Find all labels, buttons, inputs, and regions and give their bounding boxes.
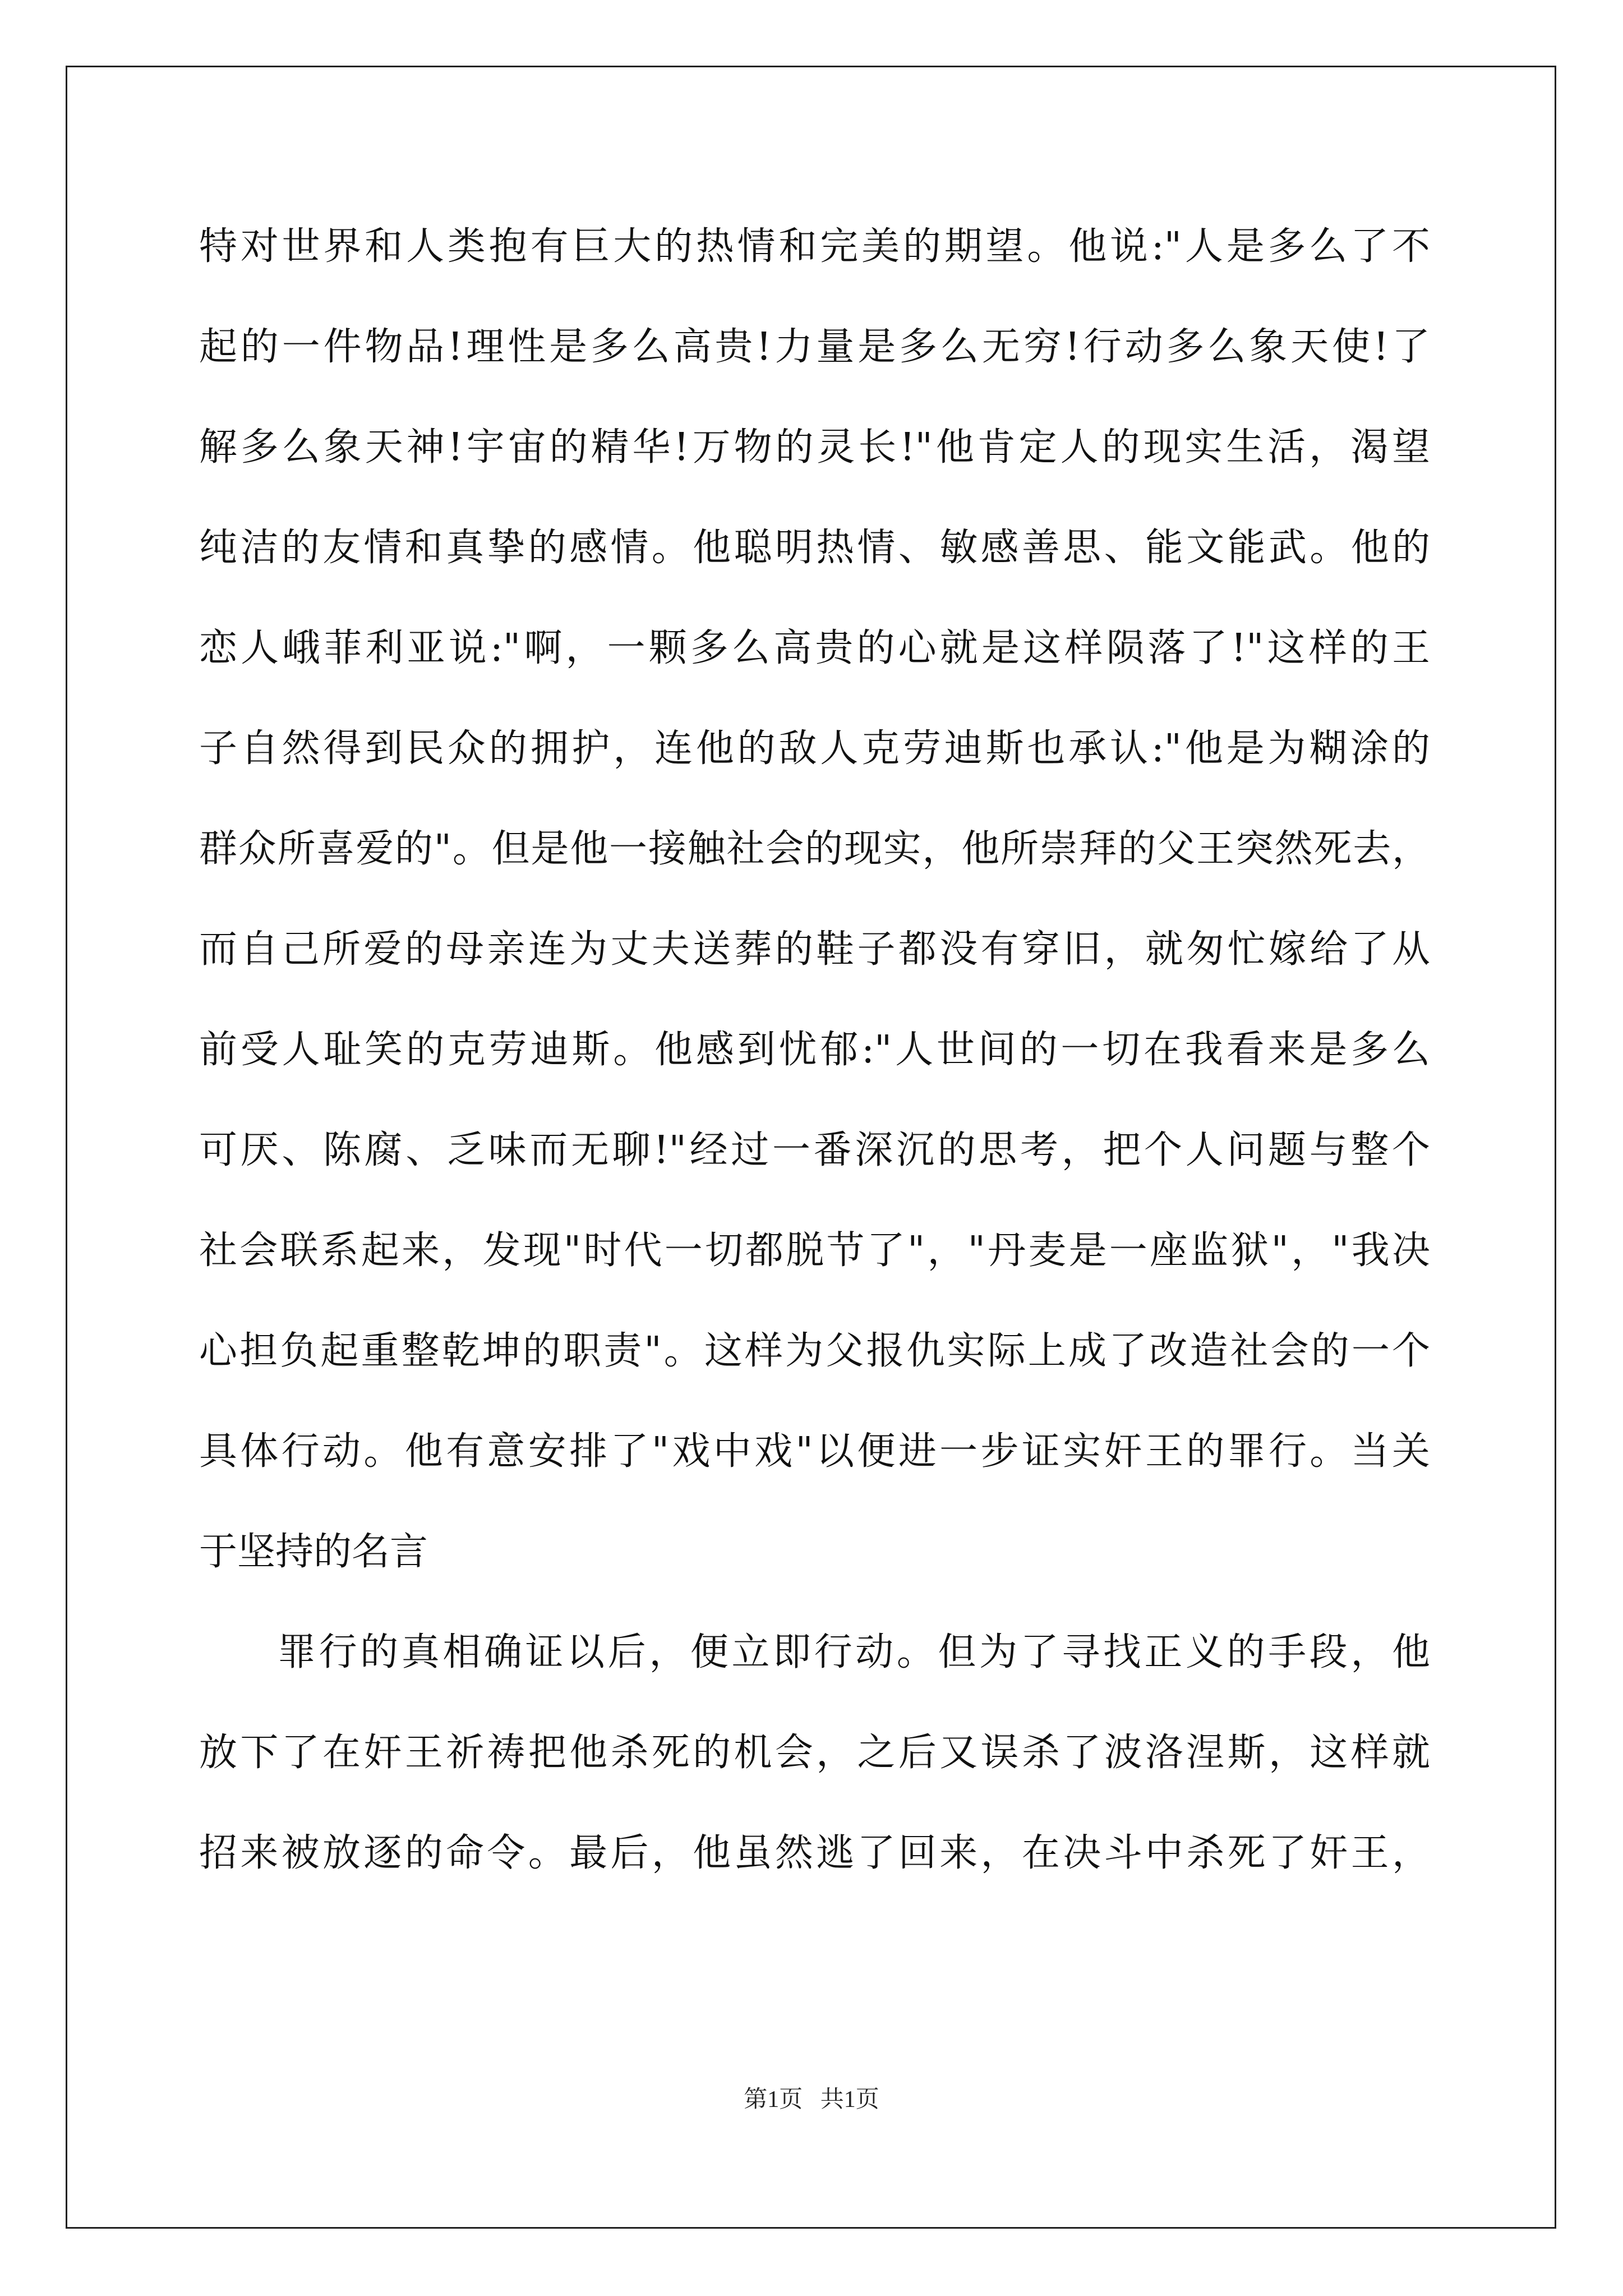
text-line: 子自然得到民众的拥护，连他的敌人克劳迪斯也承认:"他是为糊涂的 xyxy=(199,726,1430,771)
text-line: 而自己所爱的母亲连为丈夫送葬的鞋子都没有穿旧，就匆忙嫁给了从 xyxy=(199,927,1430,972)
text-line: 具体行动。他有意安排了"戏中戏"以便进一步证实奸王的罪行。当关 xyxy=(199,1429,1430,1474)
page-footer: 第1页 共1页 xyxy=(744,2087,879,2113)
text-line: 恋人峨菲利亚说:"啊，一颗多么高贵的心就是这样陨落了!"这样的王 xyxy=(199,626,1430,670)
text-line: 起的一件物品!理性是多么高贵!力量是多么无穷!行动多么象天使!了 xyxy=(199,325,1430,369)
text-line: 纯洁的友情和真挚的感情。他聪明热情、敏感善思、能文能武。他的 xyxy=(199,526,1430,570)
text-line: 特对世界和人类抱有巨大的热情和完美的期望。他说:"人是多么了不 xyxy=(199,224,1430,269)
text-line: 群众所喜爱的"。但是他一接触社会的现实，他所崇拜的父王突然死去， xyxy=(199,827,1430,871)
text-line: 招来被放逐的命令。最后，他虽然逃了回来，在决斗中杀死了奸王， xyxy=(199,1831,1430,1875)
text-line: 社会联系起来，发现"时代一切都脱节了"，"丹麦是一座监狱"，"我决 xyxy=(199,1228,1430,1273)
text-line: 前受人耻笑的克劳迪斯。他感到忧郁:"人世间的一切在我看来是多么 xyxy=(199,1028,1430,1072)
text-line: 解多么象天神!宇宙的精华!万物的灵长!"他肯定人的现实生活，渴望 xyxy=(199,425,1430,470)
text-line: 心担负起重整乾坤的职责"。这样为父报仇实际上成了改造社会的一个 xyxy=(199,1329,1430,1373)
text-line: 放下了在奸王祈祷把他杀死的机会，之后又误杀了波洛涅斯，这样就 xyxy=(199,1731,1430,1775)
text-line: 罪行的真相确证以后，便立即行动。但为了寻找正义的手段，他 xyxy=(278,1630,1430,1674)
text-line: 可厌、陈腐、乏味而无聊!"经过一番深沉的思考，把个人问题与整个 xyxy=(199,1128,1430,1172)
text-line: 于坚持的名言 xyxy=(199,1530,428,1574)
